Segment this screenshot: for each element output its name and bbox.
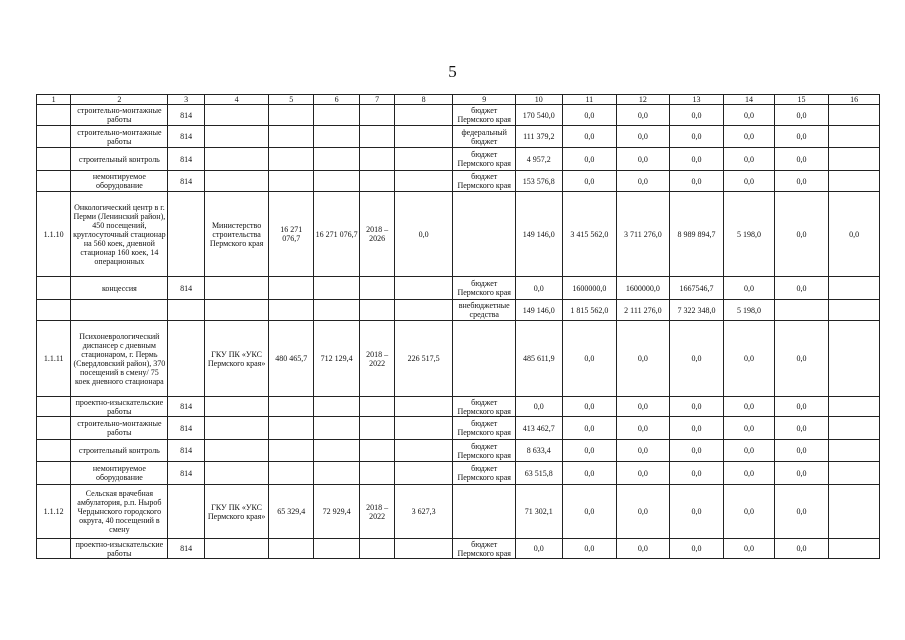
table-cell-col9: бюджет Пермского края bbox=[453, 277, 516, 300]
table-cell-col2 bbox=[71, 300, 168, 321]
page-number: 5 bbox=[448, 62, 457, 81]
table-cell-col15: 0,0 bbox=[774, 321, 829, 397]
table-cell-col3: 814 bbox=[168, 440, 204, 462]
table-row bbox=[37, 440, 880, 462]
table-cell-col9: федеральный бюджет bbox=[453, 126, 516, 148]
table-cell-col10: 149 146,0 bbox=[516, 300, 562, 321]
table-cell-col10: 4 957,2 bbox=[516, 148, 562, 171]
table-row bbox=[37, 105, 880, 126]
table-cell-col10: 413 462,7 bbox=[516, 417, 562, 440]
table-cell-col9 bbox=[453, 321, 516, 397]
table-cell-col11: 0,0 bbox=[562, 171, 617, 192]
table-cell-col12: 0,0 bbox=[617, 417, 670, 440]
table-cell-col16 bbox=[829, 171, 880, 192]
table-cell-col4 bbox=[204, 105, 269, 126]
header-cell: 5 bbox=[269, 95, 313, 105]
table-cell-col8: 226 517,5 bbox=[394, 321, 453, 397]
header-cell: 11 bbox=[562, 95, 617, 105]
table-cell-col1 bbox=[37, 300, 71, 321]
table-cell-col6 bbox=[313, 126, 359, 148]
table-cell-col2: строительно-монтажные работы bbox=[71, 126, 168, 148]
table-cell-col3: 814 bbox=[168, 417, 204, 440]
table-row bbox=[37, 300, 880, 321]
table-cell-col4 bbox=[204, 397, 269, 417]
table-cell-col2: строительный контроль bbox=[71, 148, 168, 171]
table-cell-col6 bbox=[313, 277, 359, 300]
table-cell-col8 bbox=[394, 277, 453, 300]
table-cell-col13: 0,0 bbox=[669, 321, 724, 397]
header-cell: 8 bbox=[394, 95, 453, 105]
table-cell-col4: ГКУ ПК «УКС Пермского края» bbox=[204, 321, 269, 397]
table-cell-col16 bbox=[829, 397, 880, 417]
table-cell-col16 bbox=[829, 126, 880, 148]
table-cell-col9: бюджет Пермского края bbox=[453, 105, 516, 126]
table-row bbox=[37, 417, 880, 440]
table-cell-col7 bbox=[360, 148, 394, 171]
table-cell-col15: 0,0 bbox=[774, 462, 829, 485]
table-cell-col15: 0,0 bbox=[774, 148, 829, 171]
table-cell-col12: 0,0 bbox=[617, 440, 670, 462]
table-row bbox=[37, 192, 880, 277]
table-cell-col1 bbox=[37, 462, 71, 485]
header-cell: 15 bbox=[774, 95, 829, 105]
table-cell-col5 bbox=[269, 397, 313, 417]
table-cell-col1: 1.1.11 bbox=[37, 321, 71, 397]
table-cell-col13: 8 989 894,7 bbox=[669, 192, 724, 277]
table-cell-col16 bbox=[829, 485, 880, 539]
budget-table bbox=[36, 94, 880, 559]
table-cell-col16 bbox=[829, 417, 880, 440]
table-cell-col3: 814 bbox=[168, 397, 204, 417]
table-cell-col7 bbox=[360, 539, 394, 559]
table-cell-col1: 1.1.10 bbox=[37, 192, 71, 277]
table-cell-col2: проектно-изыскательские работы bbox=[71, 397, 168, 417]
header-cell: 2 bbox=[71, 95, 168, 105]
table-cell-col5 bbox=[269, 105, 313, 126]
table-cell-col13: 0,0 bbox=[669, 440, 724, 462]
table-cell-col13: 0,0 bbox=[669, 148, 724, 171]
table-cell-col11: 0,0 bbox=[562, 126, 617, 148]
table-cell-col9: бюджет Пермского края bbox=[453, 440, 516, 462]
table-cell-col10: 485 611,9 bbox=[516, 321, 562, 397]
table-cell-col13: 0,0 bbox=[669, 485, 724, 539]
table-cell-col8 bbox=[394, 300, 453, 321]
table-cell-col16 bbox=[829, 277, 880, 300]
table-cell-col10: 149 146,0 bbox=[516, 192, 562, 277]
table-cell-col6: 712 129,4 bbox=[313, 321, 359, 397]
table-cell-col14: 0,0 bbox=[724, 277, 775, 300]
table-cell-col15: 0,0 bbox=[774, 440, 829, 462]
table-cell-col2: Сельская врачебная амбулатория, р.п. Ныроб Чердынского городского округа, 40 посещений в смену bbox=[71, 485, 168, 539]
table-cell-col2: концессия bbox=[71, 277, 168, 300]
table-cell-col15: 0,0 bbox=[774, 417, 829, 440]
table-cell-col7 bbox=[360, 462, 394, 485]
table-cell-col14: 0,0 bbox=[724, 485, 775, 539]
header-cell: 3 bbox=[168, 95, 204, 105]
table-row bbox=[37, 171, 880, 192]
table-cell-col6 bbox=[313, 300, 359, 321]
table-cell-col3: 814 bbox=[168, 171, 204, 192]
table-cell-col10: 0,0 bbox=[516, 277, 562, 300]
header-cell: 6 bbox=[313, 95, 359, 105]
header-cell: 12 bbox=[617, 95, 670, 105]
table-cell-col3: 814 bbox=[168, 539, 204, 559]
table-cell-col10: 63 515,8 bbox=[516, 462, 562, 485]
table-cell-col7 bbox=[360, 417, 394, 440]
table-row bbox=[37, 539, 880, 559]
table-cell-col8: 3 627,3 bbox=[394, 485, 453, 539]
table-cell-col7 bbox=[360, 277, 394, 300]
table-row bbox=[37, 126, 880, 148]
table-cell-col6 bbox=[313, 417, 359, 440]
header-cell: 1 bbox=[37, 95, 71, 105]
table-cell-col9: бюджет Пермского края bbox=[453, 462, 516, 485]
table-cell-col3 bbox=[168, 300, 204, 321]
table-cell-col12: 0,0 bbox=[617, 105, 670, 126]
table-cell-col14: 5 198,0 bbox=[724, 192, 775, 277]
table-cell-col10: 153 576,8 bbox=[516, 171, 562, 192]
table-cell-col4 bbox=[204, 417, 269, 440]
table-cell-col14: 0,0 bbox=[724, 440, 775, 462]
table-cell-col1 bbox=[37, 126, 71, 148]
table-row bbox=[37, 485, 880, 539]
table-cell-col16 bbox=[829, 462, 880, 485]
table-cell-col3: 814 bbox=[168, 277, 204, 300]
table-cell-col3 bbox=[168, 485, 204, 539]
table-cell-col3: 814 bbox=[168, 148, 204, 171]
table-cell-col4 bbox=[204, 300, 269, 321]
table-cell-col3 bbox=[168, 192, 204, 277]
table-cell-col11: 0,0 bbox=[562, 105, 617, 126]
table-cell-col15: 0,0 bbox=[774, 171, 829, 192]
table-cell-col1: 1.1.12 bbox=[37, 485, 71, 539]
header-cell: 9 bbox=[453, 95, 516, 105]
table-cell-col7 bbox=[360, 105, 394, 126]
table-cell-col16 bbox=[829, 300, 880, 321]
table-cell-col7: 2018 – 2022 bbox=[360, 321, 394, 397]
table-cell-col13: 0,0 bbox=[669, 539, 724, 559]
table-cell-col2: Психоневрологический диспансер с дневным стационаром, г. Пермь (Свердловский район), 370 посещений в смену/ 75 коек дневного стационара bbox=[71, 321, 168, 397]
table-cell-col9: бюджет Пермского края bbox=[453, 539, 516, 559]
table-cell-col7 bbox=[360, 397, 394, 417]
table-cell-col9 bbox=[453, 192, 516, 277]
table-cell-col4 bbox=[204, 171, 269, 192]
table-cell-col6: 16 271 076,7 bbox=[313, 192, 359, 277]
table-cell-col4 bbox=[204, 277, 269, 300]
table-cell-col12: 0,0 bbox=[617, 321, 670, 397]
header-cell: 14 bbox=[724, 95, 775, 105]
table-cell-col13: 0,0 bbox=[669, 417, 724, 440]
table-cell-col7 bbox=[360, 171, 394, 192]
table-cell-col8: 0,0 bbox=[394, 192, 453, 277]
table-cell-col5 bbox=[269, 300, 313, 321]
table-cell-col15: 0,0 bbox=[774, 539, 829, 559]
table-cell-col6 bbox=[313, 440, 359, 462]
table-cell-col11: 1 815 562,0 bbox=[562, 300, 617, 321]
table-cell-col12: 0,0 bbox=[617, 462, 670, 485]
table-cell-col16 bbox=[829, 148, 880, 171]
table-cell-col3: 814 bbox=[168, 105, 204, 126]
table-cell-col14: 0,0 bbox=[724, 148, 775, 171]
table-cell-col6 bbox=[313, 148, 359, 171]
table-cell-col11: 0,0 bbox=[562, 397, 617, 417]
table-cell-col7: 2018 – 2026 bbox=[360, 192, 394, 277]
table-cell-col6 bbox=[313, 105, 359, 126]
table-cell-col8 bbox=[394, 148, 453, 171]
table-cell-col16 bbox=[829, 539, 880, 559]
header-cell: 10 bbox=[516, 95, 562, 105]
table-cell-col2: строительно-монтажные работы bbox=[71, 105, 168, 126]
table-cell-col1 bbox=[37, 277, 71, 300]
table-cell-col12: 3 711 276,0 bbox=[617, 192, 670, 277]
header-row bbox=[37, 95, 880, 105]
table-cell-col13: 0,0 bbox=[669, 171, 724, 192]
table-cell-col13: 0,0 bbox=[669, 397, 724, 417]
table-cell-col11: 0,0 bbox=[562, 417, 617, 440]
table-cell-col5 bbox=[269, 277, 313, 300]
table-cell-col2: немонтируемое оборудование bbox=[71, 462, 168, 485]
table-cell-col12: 0,0 bbox=[617, 126, 670, 148]
table-cell-col15: 0,0 bbox=[774, 192, 829, 277]
table-cell-col15: 0,0 bbox=[774, 397, 829, 417]
table-cell-col9 bbox=[453, 485, 516, 539]
table-cell-col7 bbox=[360, 126, 394, 148]
table-cell-col10: 111 379,2 bbox=[516, 126, 562, 148]
table-cell-col16 bbox=[829, 105, 880, 126]
table-cell-col13: 0,0 bbox=[669, 462, 724, 485]
table-cell-col6 bbox=[313, 462, 359, 485]
table-cell-col4: ГКУ ПК «УКС Пермского края» bbox=[204, 485, 269, 539]
table-cell-col6 bbox=[313, 397, 359, 417]
table-cell-col14: 0,0 bbox=[724, 462, 775, 485]
table-cell-col9: бюджет Пермского края bbox=[453, 417, 516, 440]
table-cell-col12: 0,0 bbox=[617, 148, 670, 171]
table-cell-col15: 0,0 bbox=[774, 105, 829, 126]
table-cell-col4 bbox=[204, 440, 269, 462]
table-cell-col14: 0,0 bbox=[724, 171, 775, 192]
table-cell-col6 bbox=[313, 539, 359, 559]
table-cell-col3: 814 bbox=[168, 462, 204, 485]
table-cell-col10: 71 302,1 bbox=[516, 485, 562, 539]
table-cell-col14: 0,0 bbox=[724, 417, 775, 440]
table-cell-col7: 2018 – 2022 bbox=[360, 485, 394, 539]
table-cell-col4 bbox=[204, 539, 269, 559]
table-cell-col5 bbox=[269, 462, 313, 485]
table-cell-col13: 0,0 bbox=[669, 105, 724, 126]
table-cell-col2: проектно-изыскательские работы bbox=[71, 539, 168, 559]
header-cell: 13 bbox=[669, 95, 724, 105]
table-cell-col5: 480 465,7 bbox=[269, 321, 313, 397]
table-cell-col13: 0,0 bbox=[669, 126, 724, 148]
table-cell-col5 bbox=[269, 171, 313, 192]
table-cell-col8 bbox=[394, 397, 453, 417]
table-cell-col15 bbox=[774, 300, 829, 321]
table-cell-col12: 1600000,0 bbox=[617, 277, 670, 300]
table-cell-col9: внебюджетные средства bbox=[453, 300, 516, 321]
table-cell-col10: 170 540,0 bbox=[516, 105, 562, 126]
table-row bbox=[37, 462, 880, 485]
table-cell-col9: бюджет Пермского края bbox=[453, 148, 516, 171]
table-cell-col5 bbox=[269, 417, 313, 440]
table-cell-col14: 0,0 bbox=[724, 126, 775, 148]
table-cell-col14: 0,0 bbox=[724, 539, 775, 559]
table-cell-col5 bbox=[269, 539, 313, 559]
table-cell-col1 bbox=[37, 105, 71, 126]
table-cell-col10: 0,0 bbox=[516, 397, 562, 417]
table-cell-col5 bbox=[269, 148, 313, 171]
table-cell-col8 bbox=[394, 462, 453, 485]
table-cell-col11: 0,0 bbox=[562, 440, 617, 462]
table-cell-col6 bbox=[313, 171, 359, 192]
table-cell-col13: 7 322 348,0 bbox=[669, 300, 724, 321]
table-cell-col2: немонтируемое оборудование bbox=[71, 171, 168, 192]
table-cell-col10: 8 633,4 bbox=[516, 440, 562, 462]
table-cell-col5: 16 271 076,7 bbox=[269, 192, 313, 277]
table-cell-col16 bbox=[829, 440, 880, 462]
table-cell-col16: 0,0 bbox=[829, 192, 880, 277]
table-cell-col9: бюджет Пермского края bbox=[453, 397, 516, 417]
table-cell-col11: 1600000,0 bbox=[562, 277, 617, 300]
table-cell-col12: 0,0 bbox=[617, 485, 670, 539]
table-cell-col15: 0,0 bbox=[774, 277, 829, 300]
table-cell-col8 bbox=[394, 440, 453, 462]
table-cell-col2: строительный контроль bbox=[71, 440, 168, 462]
table-cell-col14: 0,0 bbox=[724, 397, 775, 417]
table-cell-col2: Онкологический центр в г. Перми (Ленинский район), 450 посещений, круглосуточный стационар на 560 коек, дневной стационар 160 коек, 14 операционных bbox=[71, 192, 168, 277]
table-cell-col7 bbox=[360, 440, 394, 462]
table-cell-col4: Министерство строительства Пермского края bbox=[204, 192, 269, 277]
table-cell-col1 bbox=[37, 171, 71, 192]
table-cell-col15: 0,0 bbox=[774, 126, 829, 148]
table-cell-col8 bbox=[394, 171, 453, 192]
table-row bbox=[37, 397, 880, 417]
table-cell-col14: 0,0 bbox=[724, 105, 775, 126]
table-cell-col1 bbox=[37, 417, 71, 440]
table-cell-col14: 5 198,0 bbox=[724, 300, 775, 321]
table-cell-col11: 0,0 bbox=[562, 148, 617, 171]
table-cell-col16 bbox=[829, 321, 880, 397]
table-cell-col10: 0,0 bbox=[516, 539, 562, 559]
header-cell: 16 bbox=[829, 95, 880, 105]
table-cell-col12: 0,0 bbox=[617, 171, 670, 192]
table-cell-col11: 0,0 bbox=[562, 321, 617, 397]
table-cell-col6: 72 929,4 bbox=[313, 485, 359, 539]
table-cell-col5 bbox=[269, 126, 313, 148]
table-cell-col12: 0,0 bbox=[617, 539, 670, 559]
table-cell-col15: 0,0 bbox=[774, 485, 829, 539]
table-cell-col9: бюджет Пермского края bbox=[453, 171, 516, 192]
table-cell-col3 bbox=[168, 321, 204, 397]
table-cell-col11: 0,0 bbox=[562, 485, 617, 539]
table-cell-col1 bbox=[37, 440, 71, 462]
table-cell-col8 bbox=[394, 417, 453, 440]
table-cell-col8 bbox=[394, 539, 453, 559]
table-cell-col4 bbox=[204, 126, 269, 148]
table-cell-col1 bbox=[37, 148, 71, 171]
table-cell-col13: 1667546,7 bbox=[669, 277, 724, 300]
table-cell-col1 bbox=[37, 539, 71, 559]
table-cell-col8 bbox=[394, 126, 453, 148]
table-cell-col7 bbox=[360, 300, 394, 321]
table-cell-col4 bbox=[204, 148, 269, 171]
table-cell-col4 bbox=[204, 462, 269, 485]
table-row bbox=[37, 321, 880, 397]
table-cell-col14: 0,0 bbox=[724, 321, 775, 397]
table-cell-col11: 0,0 bbox=[562, 539, 617, 559]
table-row bbox=[37, 148, 880, 171]
table-cell-col5: 65 329,4 bbox=[269, 485, 313, 539]
header-cell: 4 bbox=[204, 95, 269, 105]
table-cell-col12: 0,0 bbox=[617, 397, 670, 417]
table-row bbox=[37, 277, 880, 300]
header-cell: 7 bbox=[360, 95, 394, 105]
table-cell-col8 bbox=[394, 105, 453, 126]
table-cell-col3: 814 bbox=[168, 126, 204, 148]
table-cell-col12: 2 111 276,0 bbox=[617, 300, 670, 321]
table-cell-col1 bbox=[37, 397, 71, 417]
table-cell-col5 bbox=[269, 440, 313, 462]
table-cell-col2: строительно-монтажные работы bbox=[71, 417, 168, 440]
table-cell-col11: 3 415 562,0 bbox=[562, 192, 617, 277]
table-cell-col11: 0,0 bbox=[562, 462, 617, 485]
